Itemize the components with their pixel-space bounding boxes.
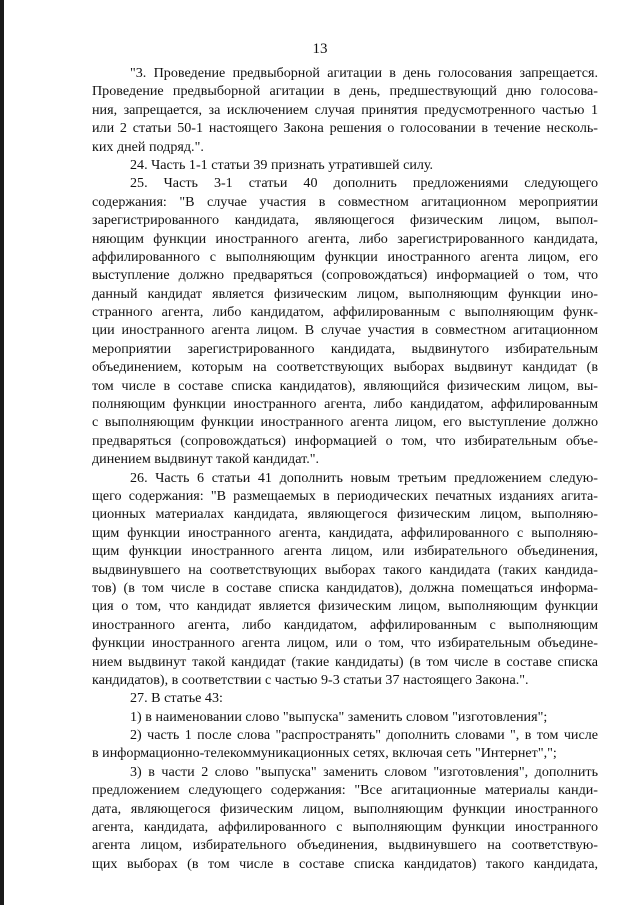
text-line: иностранного агента, либо кандидатом, аффилированным с выполняющим [92,616,598,633]
text-line: агента лицом, избирательного объединения, выдвинувшего на соответствую- [92,837,598,854]
text-line: нием выдвинут такой кандидат (такие кандидаты) (в том числе в составе списка [92,653,598,670]
document-body [92,64,598,873]
text-line: предложением следующего содержания: "Все агитационные материалы канди- [92,782,598,799]
text-line: полняющим функции иностранного агента, либо кандидатом, аффилированным [92,396,598,413]
text-line: щим функции иностранного агента лицом, или избирательного объединения, [92,543,598,560]
text-line: с выполняющим функции иностранного агента лицом, его выступление должно [92,414,598,431]
text-line: данный кандидат является физическим лицом, выполняющим функции ино- [92,285,598,302]
text-line: объединением, которым на соответствующих выборах выдвинут кандидат (в [92,359,598,376]
text-line: содержания: "В случае участия в совместном агитационном мероприятии [92,193,598,210]
text-line: "3. Проведение предвыборной агитации в день голосования запрещается. [130,65,598,81]
text-line: аффилированного с выполняющим функции иностранного агента лицом, его [92,248,598,265]
text-line: в информационно-телекоммуникационных сетях, включая сеть "Интернет","; [92,745,557,762]
text-line: странного агента, либо кандидатом, аффилированным с выполняющим функ- [92,304,598,321]
text-line: функции иностранного агента лицом, или о том, что избирательным объедине- [92,635,598,652]
text-line: 25. Часть 3-1 статьи 40 дополнить предложениями следующего [130,175,598,192]
text-line: Проведение предвыборной агитации в день, предшествующий дню голосова- [92,83,598,100]
text-line: 2) часть 1 после слова "распространять" дополнить словами ", в том числе [130,727,598,744]
text-line: мероприятии зарегистрированного кандидата, выдвинутого избирательным [92,340,598,357]
text-line: 3) в части 2 слово "выпуска" заменить словом "изготовления", дополнить [130,763,598,780]
text-line: дата, являющегося физическим лицом, выполняющим функции иностранного [92,800,598,817]
text-line: ких дней подряд.". [92,138,204,155]
text-line: кандидатов), в соответствии с частью 9-3 статьи 37 настоящего Закона.". [92,671,529,688]
text-line: ния, запрещается, за исключением случая принятия предусмотренного частью 1 [92,101,598,118]
text-line: щих выборах (в том числе в составе списка кандидатов) такого кандидата, [92,855,598,872]
text-line: 1) в наименовании слово "выпуска" заменить словом "изготовления"; [130,708,548,725]
text-line: щим функции иностранного агента, кандидата, аффилированного с выполняю- [92,524,598,541]
text-line: предваряться (сопровождаться) информацией о том, что избирательным объе- [92,432,598,449]
text-line: агента, кандидата, аффилированного с выполняющим функции иностранного [92,819,598,836]
text-line: щего содержания: "В размещаемых в периодических печатных изданиях агита- [92,487,598,504]
text-line: том числе в составе списка кандидатов), являющийся физическим лицом, вы- [92,377,598,394]
text-line: выдвинувшего на соответствующих выборах такого кандидата (таких кандида- [92,561,598,578]
text-line: ция о том, что кандидат является физическим лицом, выполняющим функции [92,598,598,615]
scan-edge [0,0,4,905]
text-line: няющим функции иностранного агента, либо зарегистрированного кандидата, [92,230,598,247]
text-line: 24. Часть 1-1 статьи 39 признать утратившей силу. [130,156,434,173]
text-line: выступление должно предваряться (сопровождаться) информацией о том, что [92,267,598,284]
text-line: динением выдвинут такой кандидат.". [92,451,319,468]
text-line: зарегистрированного кандидата, являющегося физическим лицом, выпол- [92,212,598,229]
text-line: ции иностранного агента лицом. В случае участия в совместном агитационном [92,322,598,339]
text-line: 27. В статье 43: [130,690,223,707]
text-line: тов) (в том числе в составе списка кандидатов), должна помещаться информа- [92,579,598,596]
text-line: 26. Часть 6 статьи 41 дополнить новым третьим предложением следую- [130,469,598,486]
text-line: ционных материалах кандидата, являющегося физическим лицом, выполняю- [92,506,598,523]
page-number: 13 [312,41,328,57]
text-line: или 2 статьи 50-1 настоящего Закона решения о голосовании в течение несколь- [92,120,598,137]
